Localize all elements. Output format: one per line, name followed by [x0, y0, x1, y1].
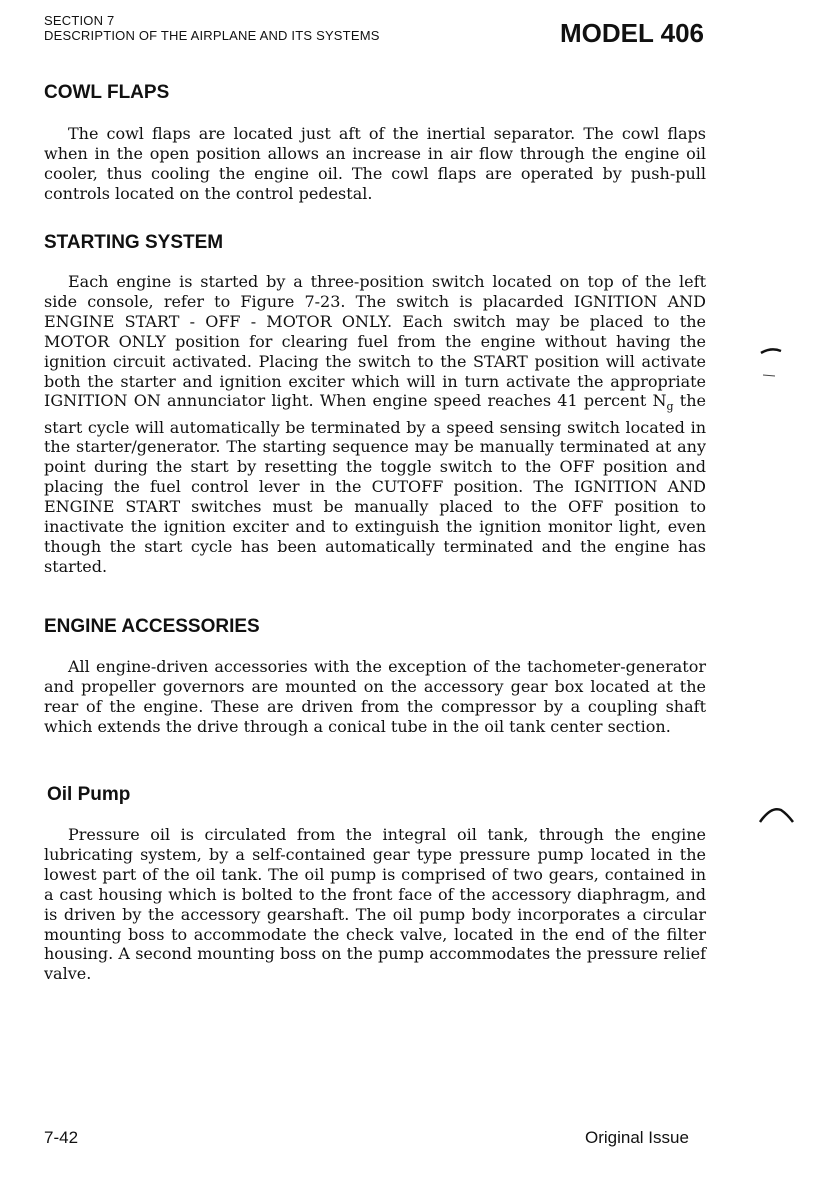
starting-text-part1: Each engine is started by a three-position switch located on top of the left side console, refer to Figure 7-23. The switch is placarded IGNITION AND ENGINE START - OFF - MOTOR ONLY. Each switch may be placed to the MOTOR ONLY position for clearing fuel from the engine without having the ignition circuit activated. Placing the switch to the START position will activate both the starter and ignition exciter which will in turn activate the appropriate IGNITION ON annunciator light. When engine speed reaches 41 percent N: [44, 272, 706, 411]
heading-cowl-flaps: COWL FLAPS: [44, 82, 170, 103]
starting-text-part2: the start cycle will automatically be terminated by a speed sensing switch located in the starter/generator. The starting sequence may be manually terminated at any point during the start by resetting the toggle switch to the OFF position and placing the fuel control lever in the CUTOFF position. The IGNITION AND ENGINE START switches must be manually placed to the OFF position to inactivate the ignition exciter and to extinguish the ignition monitor light, even though the start cycle has been automatically terminated and the engine has started.: [44, 391, 706, 576]
paragraph-starting-system: [44, 272, 706, 577]
page-number: 7-42: [44, 1128, 79, 1147]
model-title: MODEL 406: [560, 18, 705, 48]
issue-label: Original Issue: [585, 1128, 689, 1147]
section-number: SECTION 7: [44, 13, 115, 28]
margin-scan-mark-upper: [755, 345, 795, 385]
ng-subscript: g: [666, 400, 674, 414]
paragraph-cowl-flaps: The cowl flaps are located just aft of the inertial separator. The cowl flaps when in the open position allows an increase in air flow through the engine oil cooler, thus cooling the engine oil. The cowl flaps are operated by push-pull controls located on the control pedestal.: [44, 124, 706, 203]
paragraph-engine-accessories: All engine-driven accessories with the exception of the tachometer-generator and propeller governors are mounted on the accessory gear box located at the rear of the engine. These are driven from the compressor by a coupling shaft which extends the drive through a conical tube in the oil tank center section.: [44, 657, 706, 736]
heading-starting-system: STARTING SYSTEM: [44, 232, 224, 253]
heading-oil-pump: Oil Pump: [47, 784, 131, 805]
paragraph-oil-pump: Pressure oil is circulated from the integral oil tank, through the engine lubricating system, by a self-contained gear type pressure pump located in the lowest part of the oil tank. The oil pump is comprised of two gears, contained in a cast housing which is bolted to the front face of the accessory diaphragm, and is driven by the accessory gearshaft. The oil pump body incorporates a circular mounting boss to accommodate the check valve, located in the end of the filter housing. A second mounting boss on the pump accommodates the pressure relief valve.: [44, 825, 706, 984]
section-description: DESCRIPTION OF THE AIRPLANE AND ITS SYSTEMS: [44, 28, 380, 43]
page-header: [44, 13, 380, 43]
margin-scan-mark-lower: [755, 800, 800, 830]
heading-engine-accessories: ENGINE ACCESSORIES: [44, 616, 260, 637]
